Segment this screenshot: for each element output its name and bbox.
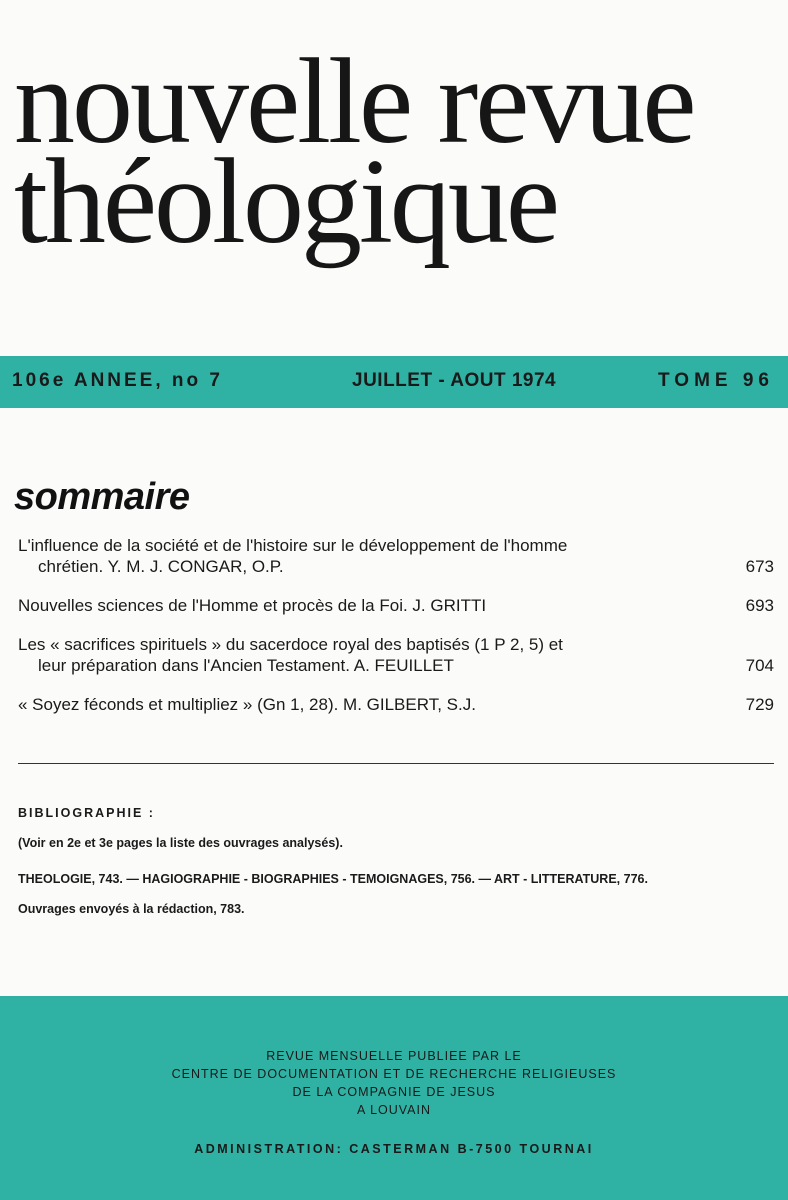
toc-entry-line: Les « sacrifices spirituels » du sacerdoce royal des baptisés (1 P 2, 5) et: [18, 635, 563, 654]
toc-entry-line: chrétien. Y. M. J. CONGAR, O.P.: [38, 557, 284, 576]
title-line-1: nouvelle revue: [14, 34, 694, 169]
toc-entry-line: Nouvelles sciences de l'Homme et procès de la Foi. J. GRITTI: [18, 596, 487, 615]
toc-entry-line: « Soyez féconds et multipliez » (Gn 1, 28). M. GILBERT, S.J.: [18, 695, 476, 714]
toc-entry: [18, 595, 774, 616]
publisher-line: DE LA COMPAGNIE DE JESUS: [292, 1085, 496, 1099]
toc-entry-line: leur préparation dans l'Ancien Testament. A. FEUILLET: [38, 656, 454, 675]
toc-page-number: 673: [745, 557, 774, 576]
toc-entry-line: L'influence de la société et de l'histoire sur le développement de l'homme: [18, 536, 568, 555]
toc-page-number: 693: [745, 596, 774, 615]
journal-title: [14, 34, 694, 269]
table-of-contents: [18, 535, 774, 733]
toc-entry: [18, 535, 774, 577]
publisher-line: CENTRE DE DOCUMENTATION ET DE RECHERCHE RELIGIEUSES: [171, 1067, 617, 1081]
bibliographie-sections: THEOLOGIE, 743. — HAGIOGRAPHIE - BIOGRAPHIES - TEMOIGNAGES, 756. — ART - LITTERATURE, 776.: [18, 872, 648, 886]
issue-date: JUILLET - AOUT 1974: [352, 370, 557, 391]
divider: [18, 763, 774, 764]
publisher-line: A LOUVAIN: [356, 1103, 432, 1117]
sommaire-heading: sommaire: [14, 476, 190, 518]
toc-page-number: 704: [745, 656, 774, 675]
bibliographie: [18, 806, 774, 932]
issue-volume: TOME 96: [658, 370, 774, 391]
bibliographie-envoyes: Ouvrages envoyés à la rédaction, 783.: [18, 902, 245, 916]
issue-year-number: 106e ANNEE, no 7: [12, 370, 223, 391]
toc-entry: [18, 634, 774, 676]
publisher-line: REVUE MENSUELLE PUBLIEE PAR LE: [266, 1049, 522, 1063]
publisher-info: [0, 1047, 788, 1119]
toc-page-number: 729: [745, 695, 774, 714]
administration-line: ADMINISTRATION: CASTERMAN B-7500 TOURNAI: [194, 1142, 594, 1156]
bibliographie-note: (Voir en 2e et 3e pages la liste des ouvrages analysés).: [18, 836, 343, 850]
title-line-2: théologique: [14, 134, 557, 269]
issue-band: [0, 356, 788, 408]
toc-entry: [18, 694, 774, 715]
bibliographie-heading: BIBLIOGRAPHIE :: [18, 806, 155, 820]
